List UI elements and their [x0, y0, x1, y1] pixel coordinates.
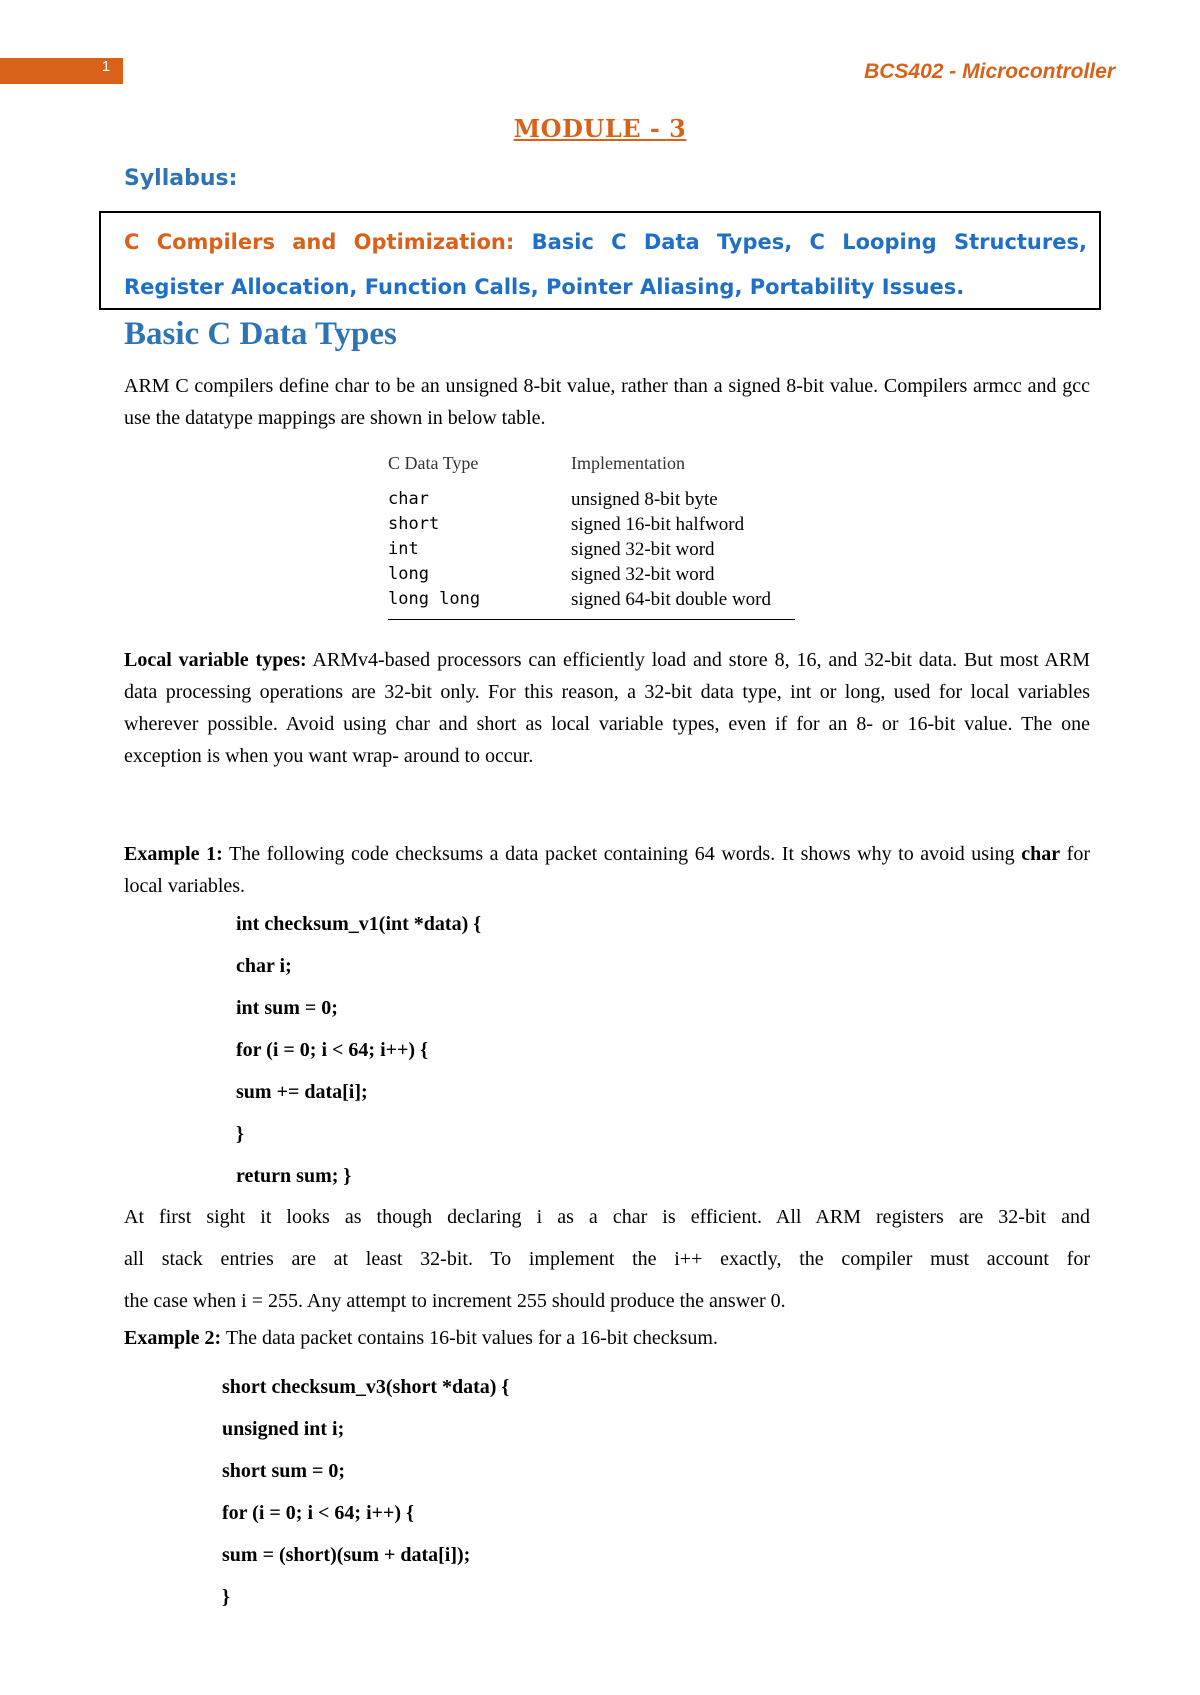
code-line: return sum; }	[236, 1165, 352, 1187]
table-cell-implementation: signed 32-bit word	[571, 539, 715, 560]
table-row	[388, 514, 795, 539]
explanation-line: the case when i = 255. Any attempt to increment 255 should produce the answer 0.	[124, 1290, 786, 1312]
local-variable-text: ARMv4-based processors can efficiently load and store 8, 16, and 32-bit data. But most ARM data processing operations are 32-bit only. For this reason, a 32-bit data type, int or long, used for local variables wherever possible. Avoid using char and short as local variable types, even if for an 8- or 16-bit value. The one exception is when you want wrap- around to occur.	[124, 649, 1090, 767]
syllabus-word: C	[611, 229, 627, 254]
table-body	[388, 483, 795, 614]
data-type-table	[388, 453, 795, 620]
table-header-implementation: Implementation	[571, 453, 685, 473]
syllabus-word: C	[124, 229, 140, 254]
table-cell-implementation: signed 64-bit double word	[571, 589, 772, 610]
example1-paragraph	[124, 838, 1090, 902]
explanation-line: At first sight it looks as though declaring i as a char is efficient. All ARM registers are 32-bit and	[124, 1206, 1090, 1228]
example2-code-block	[222, 1366, 509, 1618]
module-title: MODULE - 3	[513, 114, 687, 143]
table-cell-implementation: signed 32-bit word	[571, 564, 715, 585]
code-line: unsigned int i;	[222, 1418, 345, 1440]
table-row	[388, 539, 795, 564]
code-line: int checksum_v1(int *data) {	[236, 913, 482, 935]
table-row	[388, 564, 795, 589]
code-line: for (i = 0; i < 64; i++) {	[236, 1039, 428, 1061]
syllabus-word: and	[292, 229, 337, 254]
table-cell-ctype: long long	[388, 589, 481, 609]
table-cell-ctype: long	[388, 564, 429, 584]
syllabus-word: C	[809, 229, 825, 254]
table-header-row	[388, 453, 795, 483]
intro-paragraph: ARM C compilers define char to be an unsigned 8-bit value, rather than a signed 8-bit value. Compilers armcc and gcc use the datatype mappings are shown in below table.	[124, 375, 1090, 429]
table-bottom-rule	[388, 619, 795, 620]
code-line: short sum = 0;	[222, 1460, 346, 1482]
syllabus-word: Optimization:	[353, 229, 515, 254]
code-line: sum += data[i];	[236, 1081, 368, 1103]
example1-label: Example 1:	[124, 843, 223, 865]
table-cell-ctype: short	[388, 514, 440, 534]
explanation-line: all stack entries are at least 32-bit. To implement the i++ exactly, the compiler must account for	[124, 1248, 1090, 1270]
section-heading: Basic C Data Types	[124, 316, 397, 352]
syllabus-label: Syllabus:	[124, 166, 238, 191]
example2-text: The data packet contains 16-bit values for a 16-bit checksum.	[221, 1327, 718, 1349]
code-line: char i;	[236, 955, 292, 977]
code-line: for (i = 0; i < 64; i++) {	[222, 1502, 414, 1524]
table-header-ctype: C Data Type	[388, 453, 479, 473]
local-variable-paragraph	[124, 644, 1090, 772]
example2-label: Example 2:	[124, 1327, 222, 1349]
table-cell-implementation: unsigned 8-bit byte	[571, 489, 718, 510]
table-cell-ctype: char	[388, 489, 429, 509]
code-line: }	[236, 1123, 244, 1145]
example1-text-after: for local variables.	[124, 843, 1091, 897]
syllabus-line-2: Register Allocation, Function Calls, Pointer Aliasing, Portability Issues.	[124, 274, 965, 299]
example2-paragraph	[124, 1322, 1090, 1354]
example1-bold-word: char	[1021, 843, 1061, 865]
code-line: short checksum_v3(short *data) {	[222, 1376, 510, 1398]
example1-code-block	[236, 903, 481, 1197]
local-variable-label: Local variable types:	[124, 649, 307, 671]
syllabus-word: Looping	[842, 229, 937, 254]
syllabus-box	[99, 211, 1101, 310]
code-line: sum = (short)(sum + data[i]);	[222, 1544, 471, 1566]
course-title: BCS402 - Microcontroller	[864, 60, 1115, 83]
syllabus-line-1	[124, 219, 1087, 264]
page-number: 1	[101, 58, 111, 75]
syllabus-word: Structures,	[953, 229, 1087, 254]
table-row	[388, 589, 795, 614]
syllabus-word: Compilers	[156, 229, 275, 254]
table-cell-implementation: signed 16-bit halfword	[571, 514, 745, 535]
syllabus-word: Basic	[531, 229, 594, 254]
table-row	[388, 489, 795, 514]
code-line: int sum = 0;	[236, 997, 338, 1019]
explanation-paragraph	[124, 1196, 1090, 1322]
syllabus-word: Types,	[716, 229, 793, 254]
table-cell-ctype: int	[388, 539, 419, 559]
example1-text-before: The following code checksums a data packet containing 64 words. It shows why to avoid using	[222, 843, 1022, 865]
code-line: }	[222, 1586, 230, 1608]
syllabus-word: Data	[643, 229, 700, 254]
